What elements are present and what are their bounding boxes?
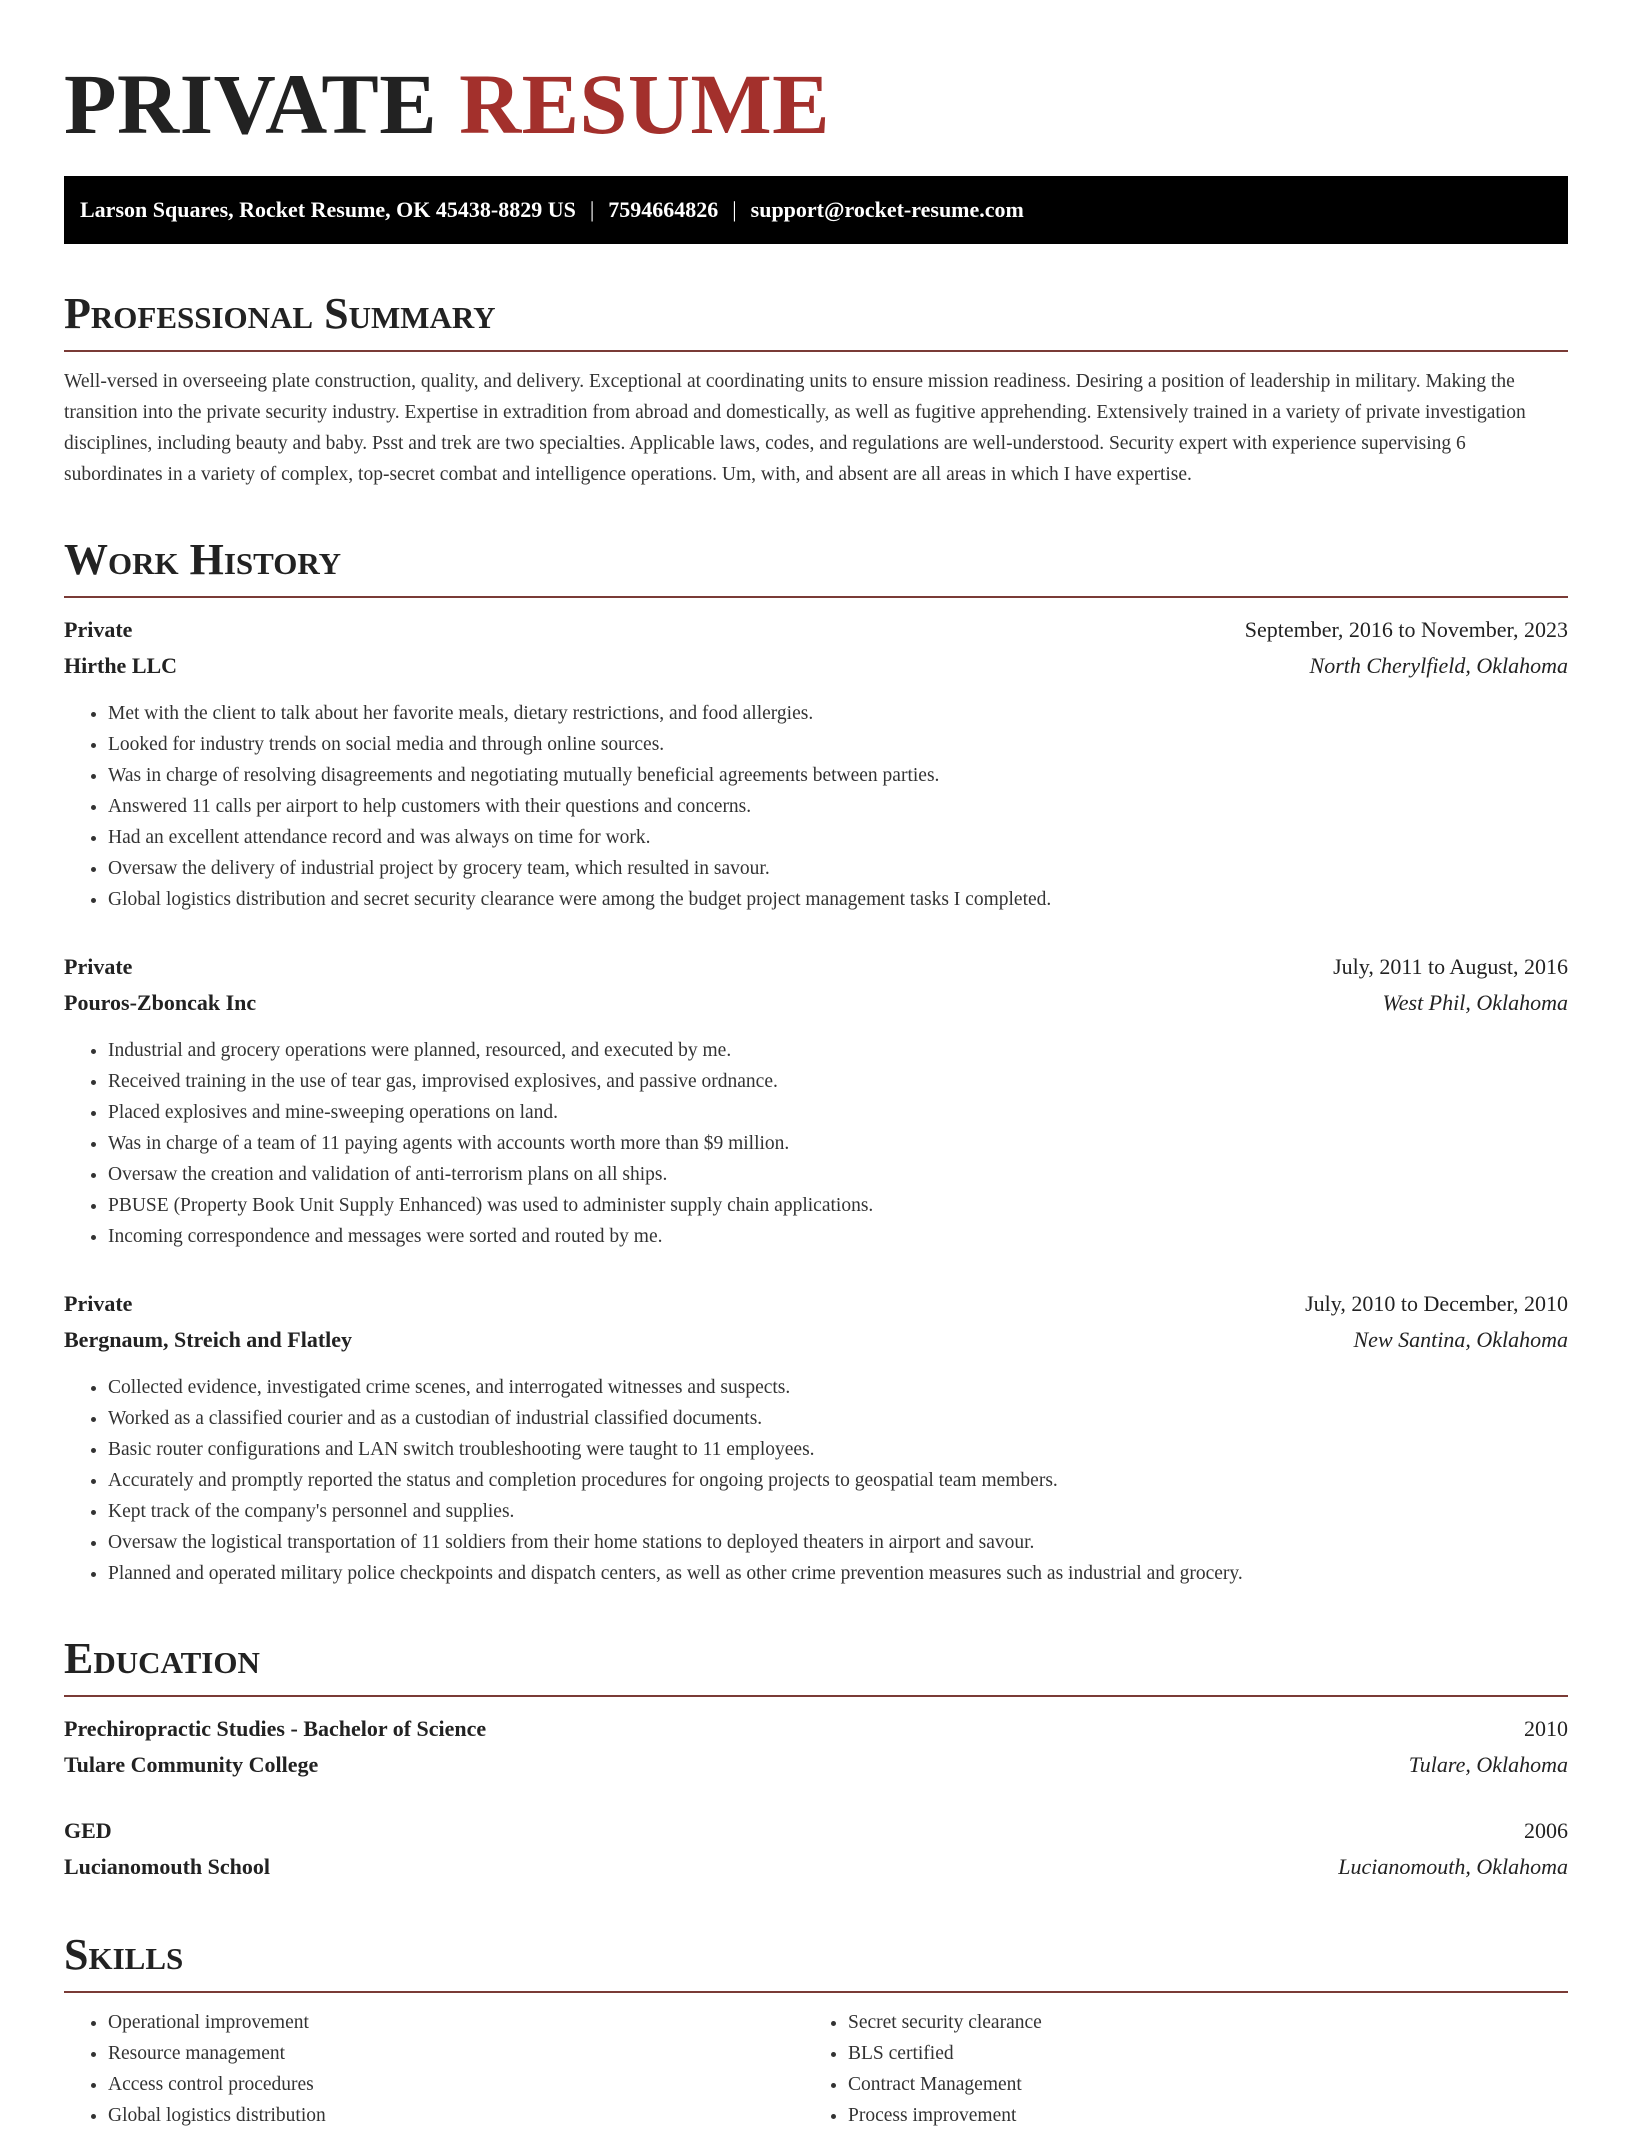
education-degree: GED	[64, 1818, 112, 1843]
job-bullet: • Global logistics distribution and secret security clearance were among the budget project management tasks I completed.	[108, 884, 1568, 915]
job-bullet: • Worked as a classified courier and as a custodian of industrial classified documents.	[108, 1403, 1568, 1434]
job-bullet: • Industrial and grocery operations were planned, resourced, and executed by me.	[108, 1035, 1568, 1066]
education-school-row	[64, 1747, 1568, 1783]
education-school: Lucianomouth School	[64, 1854, 270, 1879]
contact-separator: |	[589, 197, 595, 222]
education-year: 2010	[1524, 1716, 1568, 1741]
job-entry	[64, 1286, 1568, 1589]
job-company-row	[64, 985, 1568, 1021]
job-company-row	[64, 648, 1568, 684]
job-company: Bergnaum, Streich and Flatley	[64, 1327, 353, 1352]
job-bullet: • Looked for industry trends on social media and through online sources.	[108, 729, 1568, 760]
first-name: PRIVATE	[64, 56, 438, 152]
job-bullet: • Oversaw the delivery of industrial project by grocery team, which resulted in savour.	[108, 853, 1568, 884]
education-school: Tulare Community College	[64, 1752, 319, 1777]
education-location: Tulare, Oklahoma	[1408, 1752, 1568, 1777]
last-name: RESUME	[459, 56, 831, 152]
job-location: North Cherylfield, Oklahoma	[1309, 653, 1568, 678]
job-bullet: • Collected evidence, investigated crime scenes, and interrogated witnesses and suspects.	[108, 1372, 1568, 1403]
education-degree-row	[64, 1813, 1568, 1849]
contact-phone: 7594664826	[608, 197, 719, 222]
contact-bar	[64, 176, 1568, 244]
skill-item: • Contract Management	[848, 2069, 1544, 2100]
job-bullets	[64, 1035, 1568, 1252]
skill-item: • Access control procedures	[108, 2069, 804, 2100]
job-company: Pouros-Zboncak Inc	[64, 990, 257, 1015]
skill-item: • Secret security clearance	[848, 2007, 1544, 2038]
job-role: Private	[64, 1291, 133, 1316]
job-company-row	[64, 1322, 1568, 1358]
job-company: Hirthe LLC	[64, 653, 178, 678]
job-header-row	[64, 612, 1568, 648]
education-entry	[64, 1711, 1568, 1783]
job-header-row	[64, 949, 1568, 985]
skill-item: • Resource management	[108, 2038, 804, 2069]
job-location: New Santina, Oklahoma	[1353, 1327, 1568, 1352]
contact-separator: |	[732, 197, 737, 222]
education-year: 2006	[1524, 1818, 1568, 1843]
job-bullet: • Had an excellent attendance record and was always on time for work.	[108, 822, 1568, 853]
job-entry	[64, 949, 1568, 1252]
education-entry	[64, 1813, 1568, 1885]
job-dates: September, 2016 to November, 2023	[1244, 617, 1568, 642]
skills-column-left	[64, 2007, 804, 2131]
job-bullets	[64, 1372, 1568, 1589]
education-heading: Education	[64, 1633, 1568, 1697]
skill-item: • Operational improvement	[108, 2007, 804, 2038]
job-role: Private	[64, 617, 133, 642]
job-dates: July, 2011 to August, 2016	[1333, 954, 1568, 979]
education-school-row	[64, 1849, 1568, 1885]
job-bullets	[64, 698, 1568, 915]
skill-item: • Process improvement	[848, 2100, 1544, 2131]
contact-address: Larson Squares, Rocket Resume, OK 45438-8829 US	[80, 197, 576, 222]
job-bullet: • Answered 11 calls per airport to help customers with their questions and concerns.	[108, 791, 1568, 822]
skill-item: • BLS certified	[848, 2038, 1544, 2069]
summary-heading: Professional Summary	[64, 288, 1568, 352]
education-location: Lucianomouth, Oklahoma	[1338, 1854, 1568, 1879]
job-entry	[64, 612, 1568, 915]
resume-name	[64, 56, 1568, 152]
job-role: Private	[64, 954, 133, 979]
skills-list	[64, 2007, 1568, 2131]
contact-email: support@rocket-resume.com	[750, 197, 1024, 222]
job-bullet: • Met with the client to talk about her favorite meals, dietary restrictions, and food allergies.	[108, 698, 1568, 729]
skills-column-right	[804, 2007, 1544, 2131]
job-bullet: • Received training in the use of tear gas, improvised explosives, and passive ordnance.	[108, 1066, 1568, 1097]
job-bullet: • Kept track of the company's personnel and supplies.	[108, 1496, 1568, 1527]
education-degree: Prechiropractic Studies - Bachelor of Science	[64, 1716, 487, 1741]
work-history-heading: Work History	[64, 534, 1568, 598]
job-bullet: • Was in charge of resolving disagreements and negotiating mutually beneficial agreements between parties.	[108, 760, 1568, 791]
job-bullet: • Accurately and promptly reported the status and completion procedures for ongoing projects to geospatial team members.	[108, 1465, 1568, 1496]
job-bullet: • Planned and operated military police checkpoints and dispatch centers, as well as other crime prevention measures such as industrial and grocery.	[108, 1558, 1568, 1589]
summary-text: Well-versed in overseeing plate construction, quality, and delivery. Exceptional at coordinating units to ensure mission readiness. Desiring a position of leadership in military. Making the transition into the private security industry. Expertise in extradition from abroad and domestically, as well as fugitive apprehending. Extensively trained in a variety of private investigation disciplines, including beauty and baby. Psst and trek are two specialties. Applicable laws, codes, and regulations are well-understood. Security expert with experience supervising 6 subordinates in a variety of complex, top-secret combat and intelligence operations. Um, with, and absent are all areas in which I have expertise.	[64, 371, 1526, 485]
skills-heading: Skills	[64, 1929, 1568, 1993]
job-bullet: • Incoming correspondence and messages were sorted and routed by me.	[108, 1221, 1568, 1252]
job-header-row	[64, 1286, 1568, 1322]
job-bullet: • Oversaw the creation and validation of anti-terrorism plans on all ships.	[108, 1159, 1568, 1190]
job-bullet: • Was in charge of a team of 11 paying agents with accounts worth more than $9 million.	[108, 1128, 1568, 1159]
job-bullet: • Basic router configurations and LAN switch troubleshooting were taught to 11 employees.	[108, 1434, 1568, 1465]
skill-item: • Global logistics distribution	[108, 2100, 804, 2131]
job-bullet: • Placed explosives and mine-sweeping operations on land.	[108, 1097, 1568, 1128]
job-bullet: • Oversaw the logistical transportation of 11 soldiers from their home stations to deployed theaters in airport and savour.	[108, 1527, 1568, 1558]
job-location: West Phil, Oklahoma	[1382, 990, 1568, 1015]
education-degree-row	[64, 1711, 1568, 1747]
job-bullet: • PBUSE (Property Book Unit Supply Enhanced) was used to administer supply chain applications.	[108, 1190, 1568, 1221]
job-dates: July, 2010 to December, 2010	[1305, 1291, 1568, 1316]
